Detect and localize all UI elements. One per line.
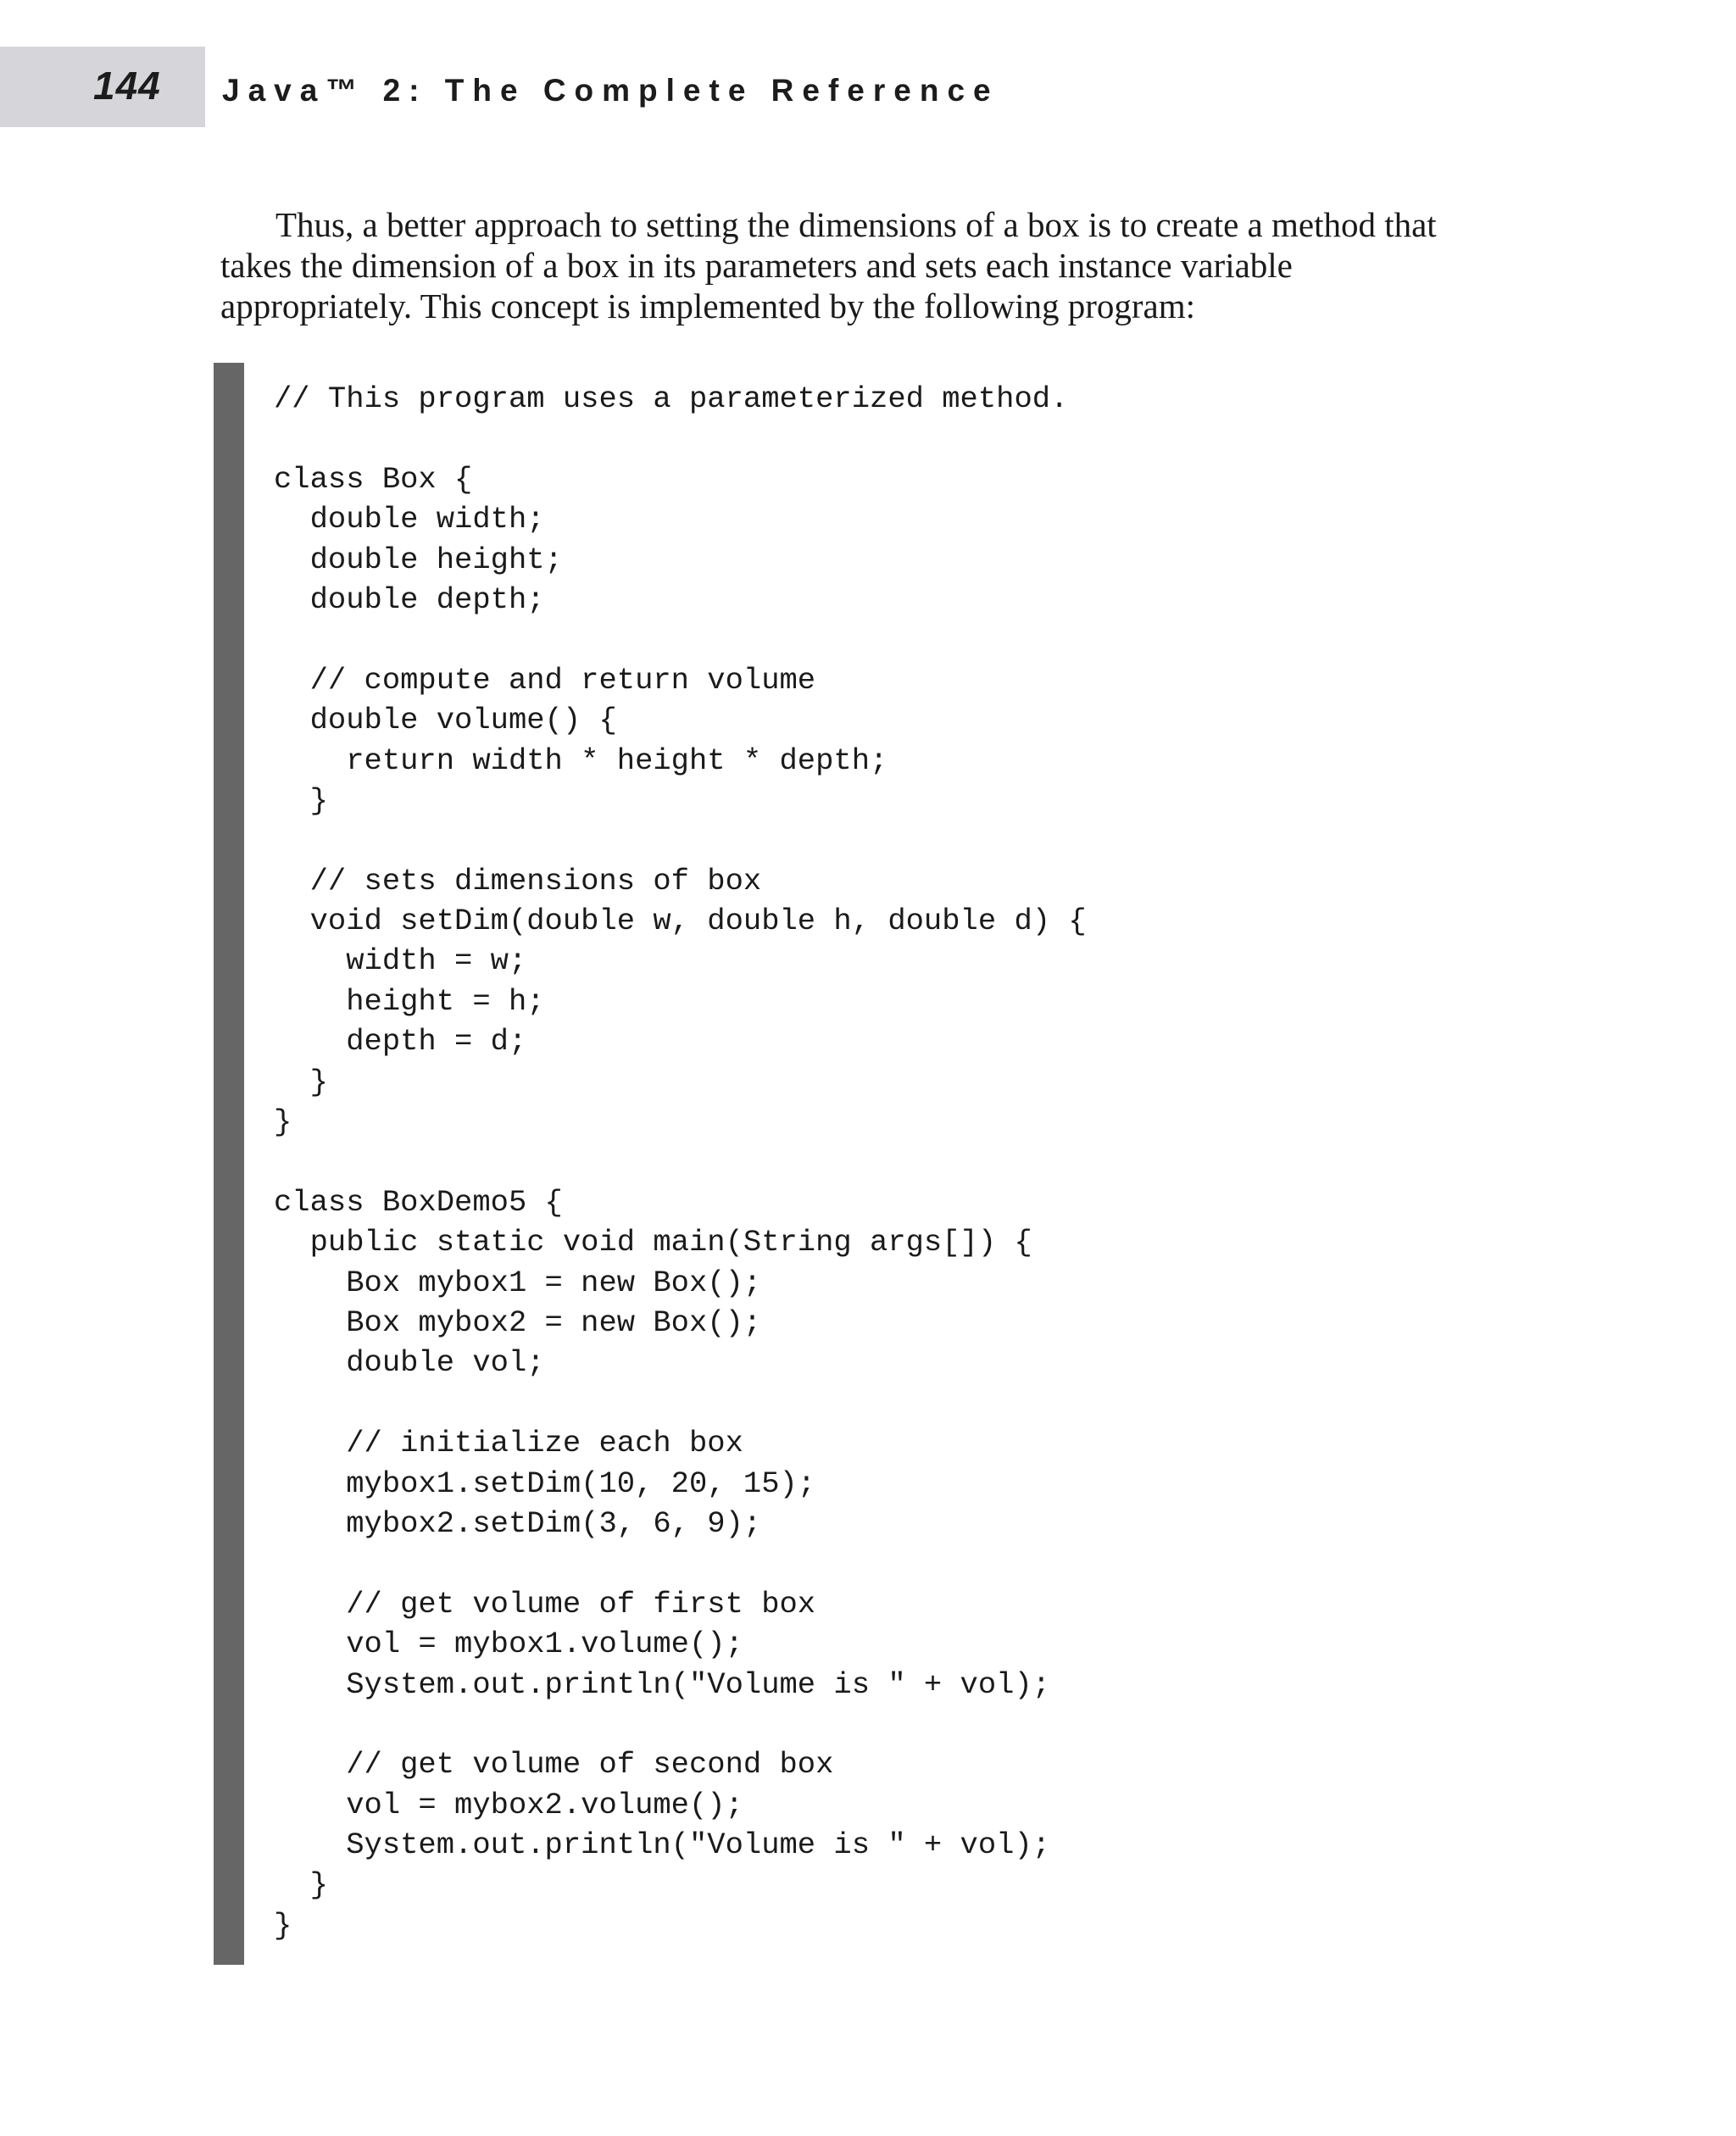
running-header-title: Java™ 2: The Complete Reference	[222, 73, 999, 108]
code-line: double width;	[274, 502, 545, 537]
code-line: return width * height * depth;	[274, 743, 888, 778]
code-line: // sets dimensions of box	[274, 863, 762, 898]
page-number: 144	[93, 64, 161, 108]
code-line: mybox2.setDim(3, 6, 9);	[274, 1505, 762, 1541]
code-line: double height;	[274, 542, 563, 577]
code-line	[274, 1142, 1087, 1182]
code-line: double depth;	[274, 581, 545, 617]
code-line: height = h;	[274, 983, 545, 1019]
code-line: System.out.println("Volume is " + vol);	[274, 1827, 1051, 1863]
code-line: // get volume of second box	[274, 1747, 834, 1783]
code-line: public static void main(String args[]) {	[274, 1225, 1032, 1260]
code-line: }	[274, 1064, 328, 1099]
code-line	[274, 620, 1087, 659]
code-line: mybox1.setDim(10, 20, 15);	[274, 1466, 816, 1501]
code-line	[274, 419, 1087, 459]
code-line: }	[274, 1104, 292, 1140]
code-line: // This program uses a parameterized method.	[274, 381, 1069, 416]
code-line: depth = d;	[274, 1024, 527, 1060]
code-line	[274, 1705, 1087, 1744]
code-listing	[274, 379, 1087, 1945]
code-line: class BoxDemo5 {	[274, 1184, 563, 1220]
code-line: double volume() {	[274, 703, 617, 738]
code-line: vol = mybox1.volume();	[274, 1627, 743, 1662]
code-line: System.out.println("Volume is " + vol);	[274, 1666, 1051, 1702]
code-line: double vol;	[274, 1345, 545, 1381]
code-line: // get volume of first box	[274, 1586, 816, 1621]
code-line: Box mybox2 = new Box();	[274, 1304, 762, 1340]
code-line	[274, 1383, 1087, 1423]
code-line: // initialize each box	[274, 1426, 743, 1461]
code-line	[274, 820, 1087, 860]
code-line: // compute and return volume	[274, 662, 816, 698]
code-line	[274, 1544, 1087, 1583]
intro-paragraph: Thus, a better approach to setting the dimensions of a box is to create a method that takes the dimension of a box in its parameters and sets each instance variable appropriately. This concept is implemented by the following program:	[220, 205, 1437, 325]
code-line: class Box {	[274, 461, 473, 497]
code-line: }	[274, 1907, 292, 1943]
code-line: Box mybox1 = new Box();	[274, 1265, 762, 1300]
code-line: width = w;	[274, 943, 527, 979]
code-line: }	[274, 1867, 328, 1903]
code-listing-bar	[214, 363, 244, 1965]
code-line: void setDim(double w, double h, double d) {	[274, 904, 1087, 939]
code-line: vol = mybox2.volume();	[274, 1787, 743, 1822]
code-line: }	[274, 782, 328, 818]
